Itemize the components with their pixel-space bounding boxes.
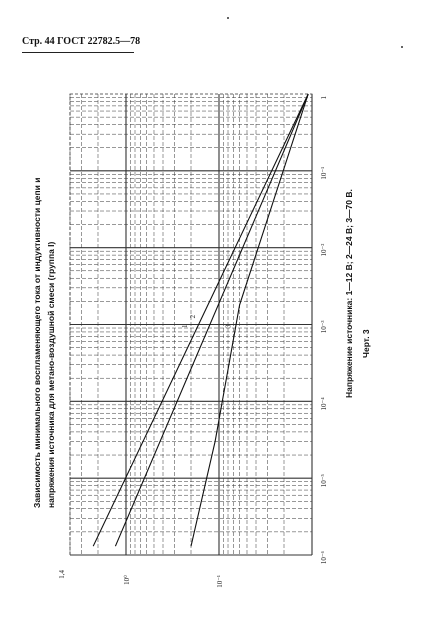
figure-caption: Черт. 3 (361, 329, 371, 358)
x-tick-label: 10⁻⁶ (320, 551, 328, 565)
x-tick-label-end: 1 (320, 96, 328, 100)
series-label-3: 3 (224, 324, 233, 329)
x-tick-label: 10⁻² (320, 243, 328, 257)
chart-title-line-1: Зависимость минимального воспламеняющего тока от индуктивности цепи и (32, 177, 42, 508)
series-label-1: 1 (181, 324, 190, 329)
y-tick-label: 10⁰ (122, 575, 131, 585)
x-tick-label: 10⁻¹ (320, 166, 328, 180)
x-tick-label: 10⁻⁴ (320, 397, 328, 411)
page-header: Стр. 44 ГОСТ 22782.5—78 (22, 36, 141, 47)
series-label-2: 2 (189, 314, 198, 319)
chart-title-line-2: напряжения источника для метано-воздушной смеси (группа I) (46, 241, 56, 508)
y-tick-label: 10⁻¹ (215, 575, 224, 588)
legend-voltage-caption: Напряжение источника: 1—12 В; 2—24 В; 3—70 В. (344, 189, 354, 398)
y-tick-label-top: 1,4 (58, 570, 66, 579)
x-tick-label: 10⁻⁵ (320, 474, 328, 488)
chart-title-block (30, 178, 58, 508)
x-tick-label: 10⁻³ (320, 320, 328, 334)
